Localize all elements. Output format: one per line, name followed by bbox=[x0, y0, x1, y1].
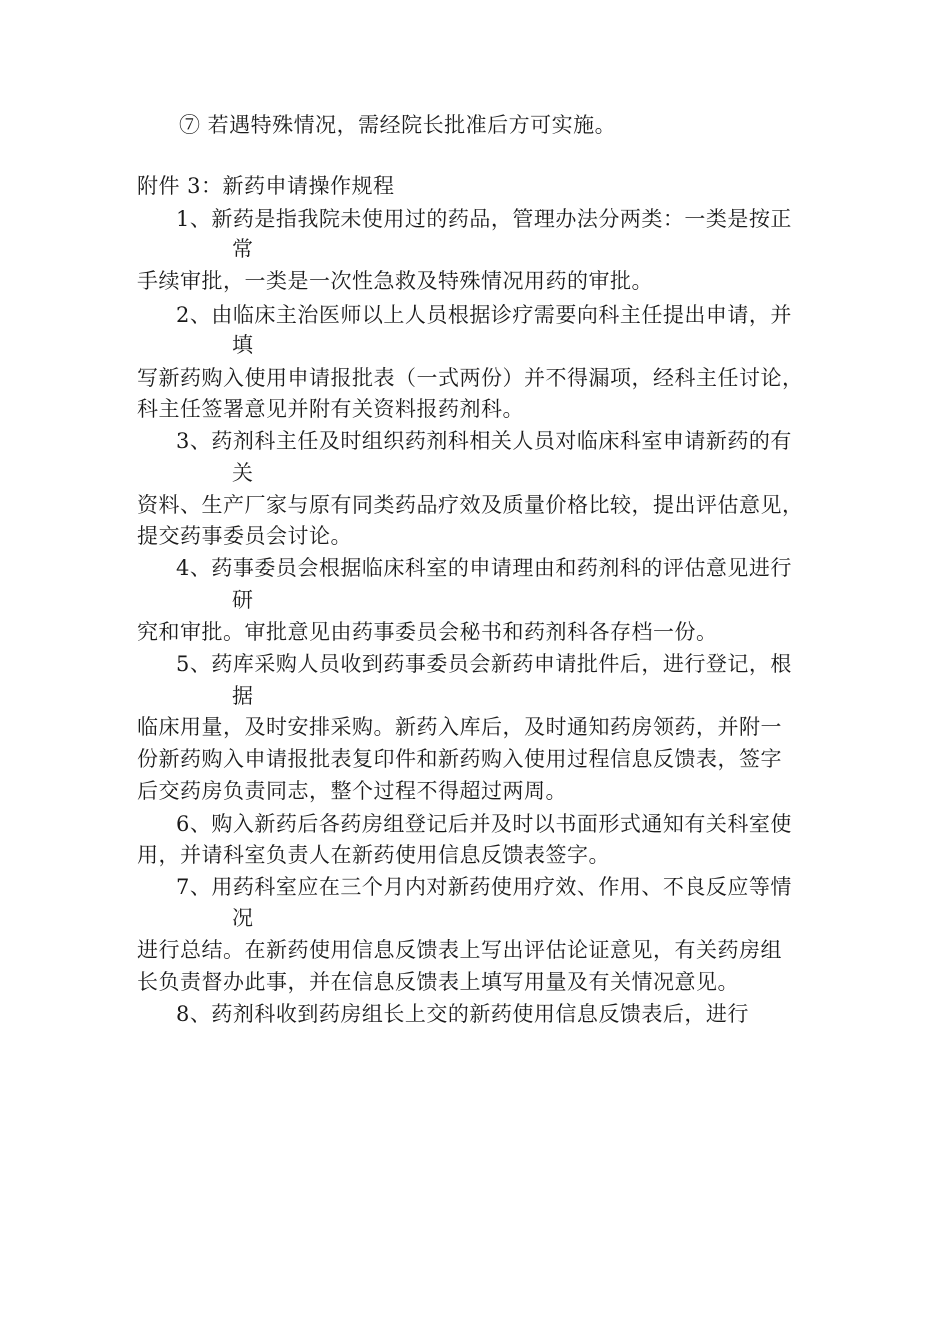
paragraph-line: 提交药事委员会讨论。 bbox=[137, 524, 352, 548]
paragraph-wrap-char: 关 bbox=[232, 461, 254, 485]
paragraph-first-line: 5、药库采购人员收到药事委员会新药申请批件后，进行登记，根 bbox=[176, 652, 792, 676]
paragraph-wrap-char: 常 bbox=[232, 237, 254, 261]
paragraph-first-line: 1、新药是指我院未使用过的药品，管理办法分两类：一类是按正 bbox=[176, 207, 792, 231]
paragraph-line: 资料、生产厂家与原有同类药品疗效及质量价格比较，提出评估意见， bbox=[137, 493, 804, 517]
paragraph-wrap-char: 研 bbox=[232, 588, 254, 612]
paragraph-wrap-char: 况 bbox=[232, 906, 254, 930]
paragraph-line: 手续审批，一类是一次性急救及特殊情况用药的审批。 bbox=[137, 269, 653, 293]
paragraph-line: 科主任签署意见并附有关资料报药剂科。 bbox=[137, 397, 524, 421]
paragraph-line: 后交药房负责同志，整个过程不得超过两周。 bbox=[137, 779, 567, 803]
intro-item-7: ⑦ 若遇特殊情况，需经院长批准后方可实施。 bbox=[179, 113, 617, 137]
paragraph-first-line: 7、用药科室应在三个月内对新药使用疗效、作用、不良反应等情 bbox=[176, 875, 792, 899]
paragraph-line: 用，并请科室负责人在新药使用信息反馈表签字。 bbox=[137, 843, 610, 867]
paragraph-line: 长负责督办此事，并在信息反馈表上填写用量及有关情况意见。 bbox=[137, 970, 739, 994]
paragraph-line: 进行总结。在新药使用信息反馈表上写出评估论证意见，有关药房组 bbox=[137, 938, 782, 962]
paragraph-first-line: 3、药剂科主任及时组织药剂科相关人员对临床科室申请新药的有 bbox=[176, 429, 792, 453]
paragraph-first-line: 4、药事委员会根据临床科室的申请理由和药剂科的评估意见进行 bbox=[176, 556, 792, 580]
paragraph-first-line: 8、药剂科收到药房组长上交的新药使用信息反馈表后，进行 bbox=[176, 1002, 749, 1026]
paragraph-line: 临床用量，及时安排采购。新药入库后，及时通知药房领药，并附一 bbox=[137, 715, 782, 739]
paragraph-line: 份新药购入申请报批表复印件和新药购入使用过程信息反馈表，签字 bbox=[137, 747, 782, 771]
paragraph-line: 写新药购入使用申请报批表（一式两份）并不得漏项，经科主任讨论， bbox=[137, 366, 804, 390]
paragraph-wrap-char: 填 bbox=[232, 333, 254, 357]
paragraph-wrap-char: 据 bbox=[232, 684, 254, 708]
annex-title: 附件 3：新药申请操作规程 bbox=[137, 174, 395, 198]
paragraph-line: 究和审批。审批意见由药事委员会秘书和药剂科各存档一份。 bbox=[137, 620, 718, 644]
paragraph-first-line: 6、购入新药后各药房组登记后并及时以书面形式通知有关科室使 bbox=[176, 812, 792, 836]
paragraph-first-line: 2、由临床主治医师以上人员根据诊疗需要向科主任提出申请，并 bbox=[176, 303, 792, 327]
